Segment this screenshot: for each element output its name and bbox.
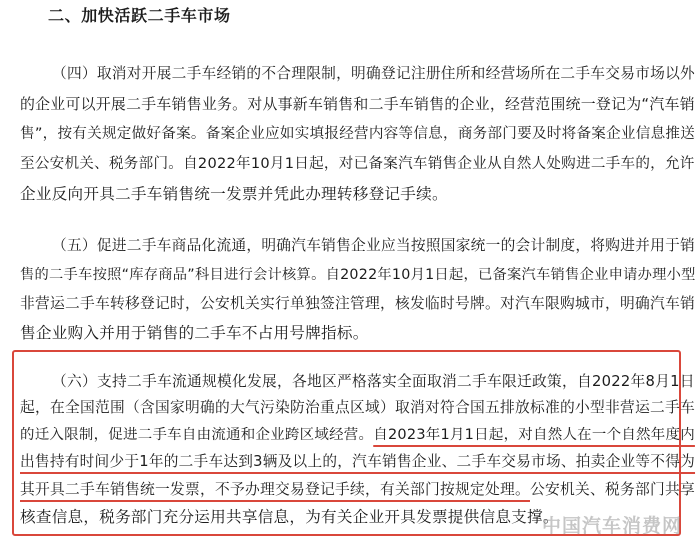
para4-line-4: 至公安机关、税务部门。自2022年10月1日起，对已备案汽车销售企业从自然人处购进二手车的，允许	[20, 155, 695, 172]
para5-line-2: 售的二手车按照“库存商品”科目进行会计核算。自2022年10月1日起，已备案汽车销售企业申请办理小型	[20, 267, 696, 283]
para6-line-1: （六）支持二手车流通规模化发展，各地区严格落实全面取消二手车限迁政策，自2022年8月1日	[52, 373, 695, 390]
para5-line-3: 非营运二手车转移登记时，公安机关实行单独签注管理，核发临时号牌。对汽车限购城市，明确汽车销	[20, 295, 695, 312]
para6-line-5-text: 公安机关、税务部门共享	[530, 481, 695, 498]
section-heading: 二、加快活跃二手车市场	[48, 6, 231, 25]
para6-line-3	[20, 425, 695, 445]
para4-line-2: 的企业可以开展二手车销售业务。对从事新车销售和二手车销售的企业，经营范围统一登记为“汽车销	[20, 95, 695, 113]
para6-line-4: 出售持有时间少于1年的二手车达到3辆及以上的，汽车销售企业、二手车交易市场、拍卖企业等不得为	[20, 453, 696, 470]
para4-line-5: 企业反向开具二手车销售统一发票并凭此办理转移登记手续。	[20, 185, 448, 203]
para6-line-2: 起，在全国范围（含国家明确的大气污染防治重点区域）取消对符合国五排放标准的小型非营运二手车	[20, 399, 695, 416]
para4-line-3: 售”，按有关规定做好备案。备案企业应如实填报经营内容等信息，商务部门要及时将备案企业信息推送	[20, 125, 696, 142]
underlined-clause-1: 自2023年1月1日起，对自然人在一个自然年度内	[373, 427, 695, 443]
underlined-clause-2: 其开具二手车销售统一发票，不予办理交易登记手续，有关部门按规定处理。	[20, 481, 530, 498]
para6-line-5	[20, 480, 695, 500]
para6-line-6: 核查信息，税务部门充分运用共享信息，为有关企业开具发票提供信息支撑。	[20, 508, 559, 526]
para5-line-4: 售企业购入并用于销售的二手车不占用号牌指标。	[20, 324, 369, 342]
para6-line-3-text: 的迁入限制，促进二手车自由流通和企业跨区域经营。	[20, 427, 374, 443]
para4-line-1: （四）取消对开展二手车经销的不合理限制，明确登记注册住所和经营场所在二手车交易市场以外	[52, 65, 695, 82]
para5-line-1: （五）促进二手车商品化流通，明确汽车销售企业应当按照国家统一的会计制度，将购进并用于销	[52, 237, 695, 254]
watermark: 中国汽车消费网	[541, 515, 682, 537]
